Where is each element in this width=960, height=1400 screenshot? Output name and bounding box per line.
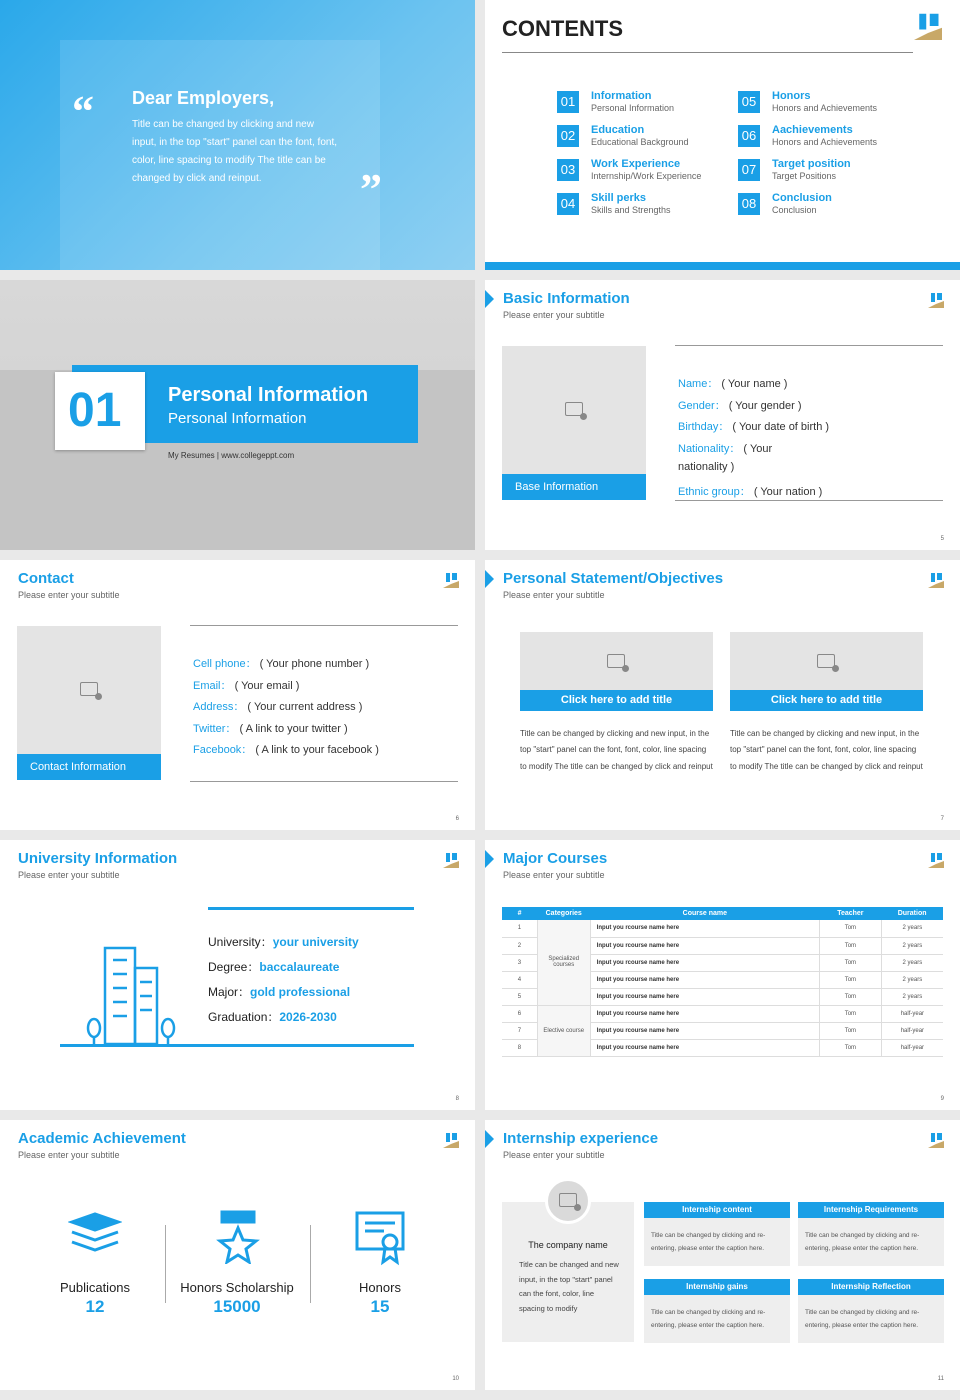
course-name[interactable]: Input you rcourse name here <box>590 1039 819 1056</box>
table-header-row <box>502 907 943 920</box>
stat-value: 15000 <box>213 1297 261 1316</box>
field-value[interactable]: ( Your phone number ) <box>259 658 370 670</box>
contents-number: 03 <box>557 159 579 181</box>
duration: 2 years <box>881 937 943 954</box>
row-key: University： <box>208 935 273 949</box>
company-text: Title can be changed and new input, in the top "start" panel can the font, color, line spacing to modify <box>519 1260 619 1313</box>
field-value[interactable]: ( Your current address ) <box>247 701 363 714</box>
contents-item-subtitle: Honors and Achievements <box>772 103 878 113</box>
info-field <box>678 375 787 391</box>
row-number: 7 <box>502 1022 537 1039</box>
field-value[interactable]: ( Your name ) <box>721 378 788 390</box>
info-field <box>678 418 829 434</box>
slide-title: Dear Employers, <box>132 88 275 108</box>
bottom-rule <box>190 781 458 782</box>
image-icon <box>817 654 835 668</box>
divider <box>165 1225 166 1303</box>
table-row <box>502 920 943 937</box>
slide-subtitle: Please enter your subtitle <box>18 870 120 880</box>
page-number: 8 <box>455 1096 459 1102</box>
photo-caption-bar: Contact Information <box>17 754 161 780</box>
field-key: Address： <box>193 701 245 714</box>
page-number: 5 <box>940 536 944 542</box>
teacher: Tom <box>820 920 882 937</box>
field-key: Birthday： <box>678 421 730 434</box>
field-key: Name： <box>678 378 719 390</box>
card-text: Title can be changed by clicking and new input, in the top "start" panel can the font, font, color, line spacing to modify The title can be changed by click and reinput <box>520 729 713 771</box>
slide-title: Internship experience <box>503 1130 659 1147</box>
contents-item-title[interactable]: Target position <box>772 158 851 170</box>
slide-title: Contact <box>18 570 74 587</box>
contents-rule <box>502 52 913 53</box>
contents-item-subtitle: Conclusion <box>772 205 817 215</box>
teacher: Tom <box>820 1039 882 1056</box>
field-key: Cell phone： <box>193 658 257 670</box>
category-cell: Specialized courses <box>537 920 590 1005</box>
field-value[interactable]: ( Your nation ) <box>753 486 823 498</box>
category-cell: Elective course <box>537 1005 590 1056</box>
column-header: # <box>502 907 537 920</box>
duration: half-year <box>881 1005 943 1022</box>
stat-value: 12 <box>85 1297 105 1316</box>
card-title-bar[interactable]: Click here to add title <box>730 690 923 711</box>
title-arrow-icon <box>485 570 494 588</box>
logo-icon <box>914 12 942 40</box>
contents-number: 02 <box>557 125 579 147</box>
teacher: Tom <box>820 988 882 1005</box>
scholarship-icon <box>216 1208 260 1264</box>
field-key: Gender： <box>678 399 726 412</box>
page-number: 11 <box>937 1376 944 1382</box>
row-number: 8 <box>502 1039 537 1056</box>
section-footer: My Resumes | www.collegeppt.com <box>168 451 295 460</box>
page-number: 9 <box>940 1096 944 1102</box>
slide-subtitle: Please enter your subtitle <box>503 870 605 880</box>
slide-title: Personal Statement/Objectives <box>503 570 724 587</box>
stat-value: 15 <box>370 1297 390 1316</box>
row-number: 5 <box>502 988 537 1005</box>
table-row <box>502 1005 943 1022</box>
row-value[interactable]: baccalaureate <box>259 960 340 974</box>
info-field <box>678 440 772 456</box>
section-subtitle: Personal Information <box>168 410 307 427</box>
quote-open-icon: “ <box>72 87 94 136</box>
logo-icon <box>928 572 944 588</box>
course-name[interactable]: Input you rcourse name here <box>590 1022 819 1039</box>
top-rule <box>190 625 458 626</box>
field-value[interactable]: nationality ) <box>678 461 735 474</box>
slide-title: Basic Information <box>503 290 630 307</box>
contents-number: 07 <box>738 159 760 181</box>
teacher: Tom <box>820 1022 882 1039</box>
stat-label: Honors <box>359 1280 401 1295</box>
contents-item-subtitle: Honors and Achievements <box>772 137 878 147</box>
slide-contact[interactable] <box>0 560 475 830</box>
university-row <box>208 933 359 950</box>
title-arrow-icon <box>485 1130 494 1148</box>
image-icon <box>559 1193 577 1207</box>
contents-item-title[interactable]: Education <box>591 124 645 136</box>
contents-item-subtitle: Target Positions <box>772 171 837 181</box>
box-title[interactable]: Internship gains <box>644 1279 790 1295</box>
slide-subtitle: Please enter your subtitle <box>18 1150 120 1160</box>
image-placeholder[interactable] <box>520 632 713 690</box>
contents-number: 04 <box>557 193 579 215</box>
box-text: Title can be changed by clicking and re-entering, please enter the caption here. <box>798 1295 944 1343</box>
column-header: Teacher <box>820 907 882 920</box>
contents-title: CONTENTS <box>502 16 623 41</box>
info-field <box>193 741 379 757</box>
slide-title: Academic Achievement <box>18 1130 186 1147</box>
stat-label: Publications <box>59 1280 131 1295</box>
university-row <box>208 958 339 975</box>
course-name[interactable]: Input you rcourse name here <box>590 920 819 937</box>
courses-table-wrap <box>502 907 943 1057</box>
image-icon <box>607 654 625 668</box>
row-number: 6 <box>502 1005 537 1022</box>
courses-table <box>502 907 943 1057</box>
slide-personal-statement[interactable] <box>485 560 960 830</box>
slide-university-information[interactable] <box>0 840 475 1110</box>
duration: 2 years <box>881 920 943 937</box>
field-key: Facebook： <box>193 744 253 757</box>
field-value[interactable]: ( Your email ) <box>234 679 300 692</box>
field-value[interactable]: ( Your <box>743 442 773 455</box>
row-value[interactable]: 2026-2030 <box>279 1010 337 1024</box>
top-rule <box>675 345 943 346</box>
company-image-circle[interactable] <box>545 1178 591 1224</box>
teacher: Tom <box>820 937 882 954</box>
quote-close-icon: ” <box>360 165 382 214</box>
field-key: Twitter： <box>193 722 237 735</box>
table-body <box>502 920 943 1056</box>
bottom-rule <box>60 1044 414 1047</box>
contents-item-subtitle: Educational Background <box>591 137 689 147</box>
row-key: Degree： <box>208 960 260 974</box>
column-header: Course name <box>590 907 819 920</box>
field-key: Email： <box>193 679 232 692</box>
page-number: 6 <box>455 816 459 822</box>
image-icon <box>80 682 98 696</box>
info-field <box>193 698 362 714</box>
slide-subtitle: Please enter your subtitle <box>18 590 120 600</box>
row-number: 1 <box>502 920 537 937</box>
duration: half-year <box>881 1039 943 1056</box>
course-name[interactable]: Input you rcourse name here <box>590 1005 819 1022</box>
contents-bottom-bar <box>485 262 960 270</box>
top-rule <box>208 907 414 910</box>
section-number: 01 <box>68 384 122 437</box>
field-value[interactable]: ( Your gender ) <box>728 399 802 412</box>
field-value[interactable]: ( Your date of birth ) <box>732 421 830 434</box>
info-field <box>193 655 369 671</box>
contents-item-title[interactable]: Information <box>591 90 652 102</box>
info-field <box>193 677 299 693</box>
info-field <box>193 720 348 736</box>
image-placeholder[interactable] <box>502 346 646 474</box>
slide-title: Major Courses <box>503 850 608 867</box>
slide-internship-experience[interactable] <box>485 1120 960 1390</box>
image-placeholder[interactable] <box>17 626 161 754</box>
duration: 2 years <box>881 971 943 988</box>
field-key: Ethnic group： <box>678 486 751 498</box>
section-title: Personal Information <box>168 384 369 406</box>
company-name: The company name <box>528 1240 608 1250</box>
duration: half-year <box>881 1022 943 1039</box>
slide-subtitle: Please enter your subtitle <box>503 310 605 320</box>
contents-item-subtitle: Internship/Work Experience <box>591 171 702 181</box>
info-field <box>678 483 822 499</box>
field-value[interactable]: ( A link to your twitter ) <box>239 722 348 735</box>
card-text: Title can be changed by clicking and new input, in the top "start" panel can the font, font, color, line spacing to modify The title can be changed by click and reinput <box>730 729 923 771</box>
duration: 2 years <box>881 988 943 1005</box>
image-icon <box>565 402 583 416</box>
logo-icon <box>443 852 459 868</box>
university-row <box>208 983 350 1000</box>
info-field <box>678 461 734 473</box>
slide-basic-information[interactable] <box>485 280 960 550</box>
title-arrow-icon <box>485 290 494 308</box>
slide-subtitle: Please enter your subtitle <box>503 1150 605 1160</box>
stat-label: Honors Scholarship <box>180 1280 294 1295</box>
box-text: Title can be changed by clicking and re-entering, please enter the caption here. <box>798 1218 944 1266</box>
slide-academic-achievement[interactable] <box>0 1120 475 1390</box>
contents-item-subtitle: Personal Information <box>591 103 675 113</box>
logo-icon <box>928 1132 944 1148</box>
row-number: 3 <box>502 954 537 971</box>
row-number: 2 <box>502 937 537 954</box>
slide-section-01[interactable] <box>0 280 475 550</box>
contents-item-title[interactable]: Skill perks <box>591 192 647 204</box>
slide-title: University Information <box>18 850 178 867</box>
slide-subtitle: Please enter your subtitle <box>503 590 605 600</box>
info-field <box>678 397 802 413</box>
slide-contents[interactable] <box>485 0 960 270</box>
contents-item-title[interactable]: Aachievements <box>772 124 853 136</box>
title-arrow-icon <box>485 850 494 868</box>
contents-item-title[interactable]: Conclusion <box>772 192 832 204</box>
logo-icon <box>443 572 459 588</box>
slide-body: Title can be changed by clicking and new input, in the top "start" panel can the font, font, color, line spacing to modify The title can be changed by click and reinput. <box>132 119 338 184</box>
image-placeholder[interactable] <box>730 632 923 690</box>
box-text: Title can be changed by clicking and re-entering, please enter the caption here. <box>644 1295 790 1343</box>
row-key: Graduation： <box>208 1010 280 1024</box>
bottom-rule <box>675 500 943 501</box>
contents-item-title[interactable]: Work Experience <box>591 158 681 170</box>
card-title-bar[interactable]: Click here to add title <box>520 690 713 711</box>
contents-number: 01 <box>557 91 579 113</box>
row-value[interactable]: your university <box>272 935 359 949</box>
box-text: Title can be changed by clicking and re-entering, please enter the caption here. <box>644 1218 790 1266</box>
row-value[interactable]: gold professional <box>250 985 351 999</box>
slide-dear-employers[interactable] <box>0 0 475 270</box>
publications-icon <box>68 1212 122 1258</box>
teacher: Tom <box>820 1005 882 1022</box>
duration: 2 years <box>881 954 943 971</box>
logo-icon <box>443 1132 459 1148</box>
course-name[interactable]: Input you rcourse name here <box>590 971 819 988</box>
teacher: Tom <box>820 971 882 988</box>
contents-number: 08 <box>738 193 760 215</box>
column-header: Duration <box>881 907 943 920</box>
box-title[interactable]: Internship Requirements <box>798 1202 944 1218</box>
university-row <box>208 1008 337 1025</box>
course-name[interactable]: Input you rcourse name here <box>590 954 819 971</box>
column-header: Categories <box>537 907 590 920</box>
row-key: Major： <box>208 985 251 999</box>
field-key: Nationality： <box>678 442 741 455</box>
certificate-icon <box>354 1210 406 1266</box>
course-name[interactable]: Input you rcourse name here <box>590 937 819 954</box>
row-number: 4 <box>502 971 537 988</box>
page-number: 7 <box>940 816 944 822</box>
field-value[interactable]: ( A link to your facebook ) <box>255 744 379 757</box>
building-icon <box>80 940 180 1048</box>
contents-item-subtitle: Skills and Strengths <box>591 205 671 215</box>
logo-icon <box>928 292 944 308</box>
course-name[interactable]: Input you rcourse name here <box>590 988 819 1005</box>
contents-item-title[interactable]: Honors <box>772 90 811 102</box>
box-title[interactable]: Internship content <box>644 1202 790 1218</box>
page-number: 10 <box>452 1376 459 1382</box>
slide-major-courses[interactable] <box>485 840 960 1110</box>
box-title[interactable]: Internship Reflection <box>798 1279 944 1295</box>
contents-number: 05 <box>738 91 760 113</box>
logo-icon <box>928 852 944 868</box>
photo-caption-bar: Base Information <box>502 474 646 500</box>
teacher: Tom <box>820 954 882 971</box>
contents-number: 06 <box>738 125 760 147</box>
